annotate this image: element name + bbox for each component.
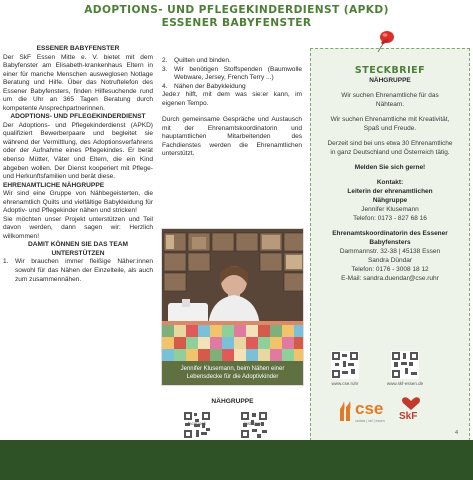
heading-babyfenster: ESSENER BABYFENSTER [36,45,120,52]
sewing-photo-illustration [162,229,304,386]
cse-flame-icon [335,401,357,423]
list-item: 2. Quilten und binden. [162,57,231,64]
cse-logo: cse caritas | skf | essen [335,399,395,429]
support-list-1 [3,258,153,284]
page-number: 4 [455,430,459,436]
text-jeder-hilft: Jede:r hilft, mit dem was sie:er kann, im eigenen Tempo. [162,91,302,107]
push-pin-icon [368,28,398,56]
list-item: 1. Wir brauchen immer fleißige Näher:innen sowohl für das Nähen der Einzelteile, als auch zum zusammennähen. [3,258,153,283]
list-item: 3. Wir benötigen Stoffspenden (Baumwolle Webware, Jersey, French Terry ...) [162,65,302,82]
heading-team-unterstuetzen: DAMIT KÖNNEN SIE DAS TEAM UNTERSTÜTZEN [27,241,128,257]
text-naehgruppe: Wir sind eine Gruppe von Nähbegeisterten, die ehrenamtlich Quilts und vielfältige Babykleidung für Adoptiv- und Pflegekinder nähen und stricken! [3,190,153,215]
text-babyfenster: Der SkF Essen Mitte e. V. bietet mit dem Babyfenster am Elisabeth-krankenhaus Eltern in einer für manche Menschen ausweglosen Notlage Beratung und Hilfe. Über das Notruftelefon des Essener Babyfensters, finden Hilfesuchende rund um die Uhr an 365 Tagen Beratung durch kompetente Ansprechpartnerinnen. [3,53,153,112]
title-line-1: ADOPTIONS- UND PFLEGEKINDERDIENST (APKD) [84,4,389,16]
leiterin-phone[interactable]: Telefon: 0173 - 827 68 16 [353,215,427,222]
qr-label-cse: www.cse.ruhr [331,381,359,386]
footer-bar [0,440,473,480]
heading-naehgruppe: EHRENAMTLICHE NÄHGRUPPE [3,181,105,189]
text-gespraeche: Durch gemeinsame Gespräche und Austausch mit der Ehrenamtskoordinatorin und hauptamtlichen Mitarbeitenden des Fachdienstes werden die Ehrenamtlichen unterstützt. [162,116,302,158]
address: Dammannstr. 32-38 | 45138 Essen [339,248,441,255]
koordinatorin-phone[interactable]: Telefon: 0176 - 3008 18 12 [351,266,429,273]
steckbrief-title: STECKBRIEF [354,65,426,76]
text-apkd: Der Adoptions- und Pflegekinderdienst (APKD) qualifiziert Bewerberpaare und begleitet sie während der Vermittlung, des Adoptionsverfahrens oder der Aufnahme eines Pflegekindes. Er berät ebenso Mütter, Väter und Eltern, die ein Kind abgeben wollen. Der Dienst kooperiert mit Pflege- und Herkunftsfamilien und berät diese. [3,121,153,181]
qr-label-facebook: facebook [187,421,207,426]
steckbrief-box [310,48,470,466]
list-item: 4. Nähen der Babykleidung [162,82,246,90]
skf-heart-icon [401,397,421,411]
middle-column [162,57,302,159]
support-list-2 [162,57,302,91]
email-link[interactable]: E-Mail: sandra.duendar@cse.ruhr [341,275,439,282]
leiterin-name: Jennifer Klusemann [361,206,419,213]
steckbrief-subtitle: NÄHGRUPPE [369,77,411,84]
koordinatorin-name: Sandra Dündar [367,257,413,264]
heading-apkd: ADOPTIONS- UND PFLEGEKINDERDIENST [10,113,146,121]
naehgruppe-heading: NÄHGRUPPE [211,398,254,405]
qr-code-skf[interactable] [391,351,419,379]
qr-code-icon [391,351,419,379]
photo-caption: Jennifer Klusemann, beim Nähen einer Lebensdecke für die Adoptivkinder [180,366,285,380]
page-title [0,4,473,30]
steckbrief-text-1: Wir suchen Ehrenamtliche für das Nähteam. [341,92,439,108]
steckbrief-text-2: Wir suchen Ehrenamtliche mit Kreativität, Spaß und Freude. [330,116,450,132]
qr-label-instagram: instagram [244,421,264,426]
skf-logo: SkF [397,397,425,425]
leiterin-title: Leiterin der ehrenamtlichen Nähgruppe [347,188,433,204]
qr-label-skf: www.skf-essen.de [386,381,424,386]
steckbrief-melden: Melden Sie sich gerne! [354,164,426,171]
left-column [3,45,153,284]
text-unterstuetzen: Sie möchten unser Projekt unterstützen und Teil davon werden, dann sagen wir: Herzlich willkommen! [3,215,153,240]
steckbrief-text-3: Derzeit sind bei uns etwa 30 Ehrenamtliche in ganz Deutschland und Österreich tätig. [327,140,453,156]
steckbrief-kontakt: Kontakt: [376,179,404,186]
photo-sewing [161,228,304,386]
koordinatorin-title: Ehrenamtskoordinatorin des Essener Babyfensters [332,230,448,246]
title-line-2: ESSENER BABYFENSTER [161,17,312,29]
qr-code-icon [331,351,359,379]
qr-code-cse[interactable] [331,351,359,379]
